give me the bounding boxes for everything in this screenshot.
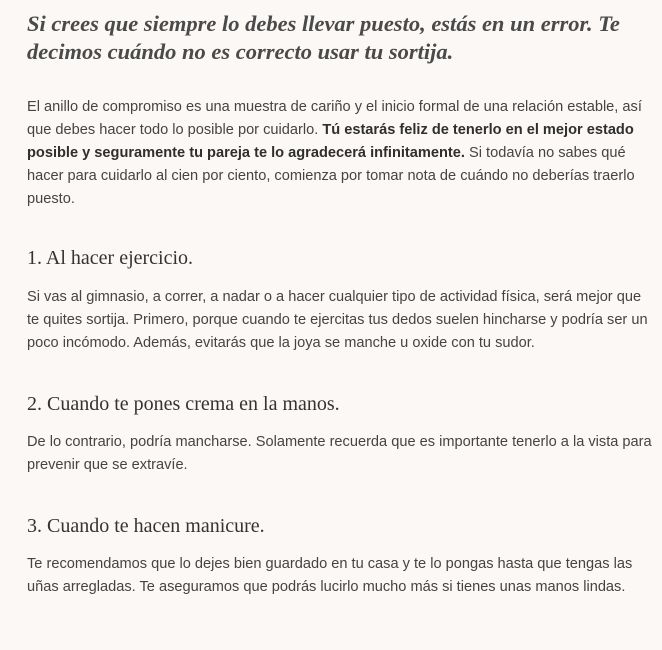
section-2-title: 2. Cuando te pones crema en la manos. [27,393,340,415]
intro-paragraph [27,96,652,211]
section-1-text: Si vas al gimnasio, a correr, a nadar o a hacer cualquier tipo de actividad física, será mejor que te quites sortija. Primero, porque cuando te ejercitas tus dedos suelen hincharse y podría ser un poco incómodo. Además, evitarás que la joya se manche u oxide con tu sudor. [27,289,648,351]
intro-text-after: Si todavía no sabes qué hacer para cuidarlo al cien por ciento, comienza por tomar nota de cuándo no deberías traerlo puesto. [27,145,635,207]
section-3-text: Te recomendamos que lo dejes bien guardado en tu casa y te lo pongas hasta que tengas las uñas arregladas. Te aseguramos que podrás lucirlo mucho más si tienes unas manos lindas. [27,556,633,595]
section-3-title: 3. Cuando te hacen manicure. [27,515,265,537]
article-subtitle: Si crees que siempre lo debes llevar puesto, estás en un error. Te decimos cuándo no es correcto usar tu sortija. [27,11,620,64]
intro-bold-text: Tú estarás feliz de tenerlo en el mejor estado posible y seguramente tu pareja te lo agradecerá infinitamente. [27,122,634,161]
intro-text-before: El anillo de compromiso es una muestra de cariño y el inicio formal de una relación estable, así que debes hacer todo lo posible por cuidarlo. [27,99,642,138]
section-1-title: 1. Al hacer ejercicio. [27,247,194,269]
section-2-text: De lo contrario, podría mancharse. Solamente recuerda que es importante tenerlo a la vista para prevenir que se extravíe. [27,434,652,473]
